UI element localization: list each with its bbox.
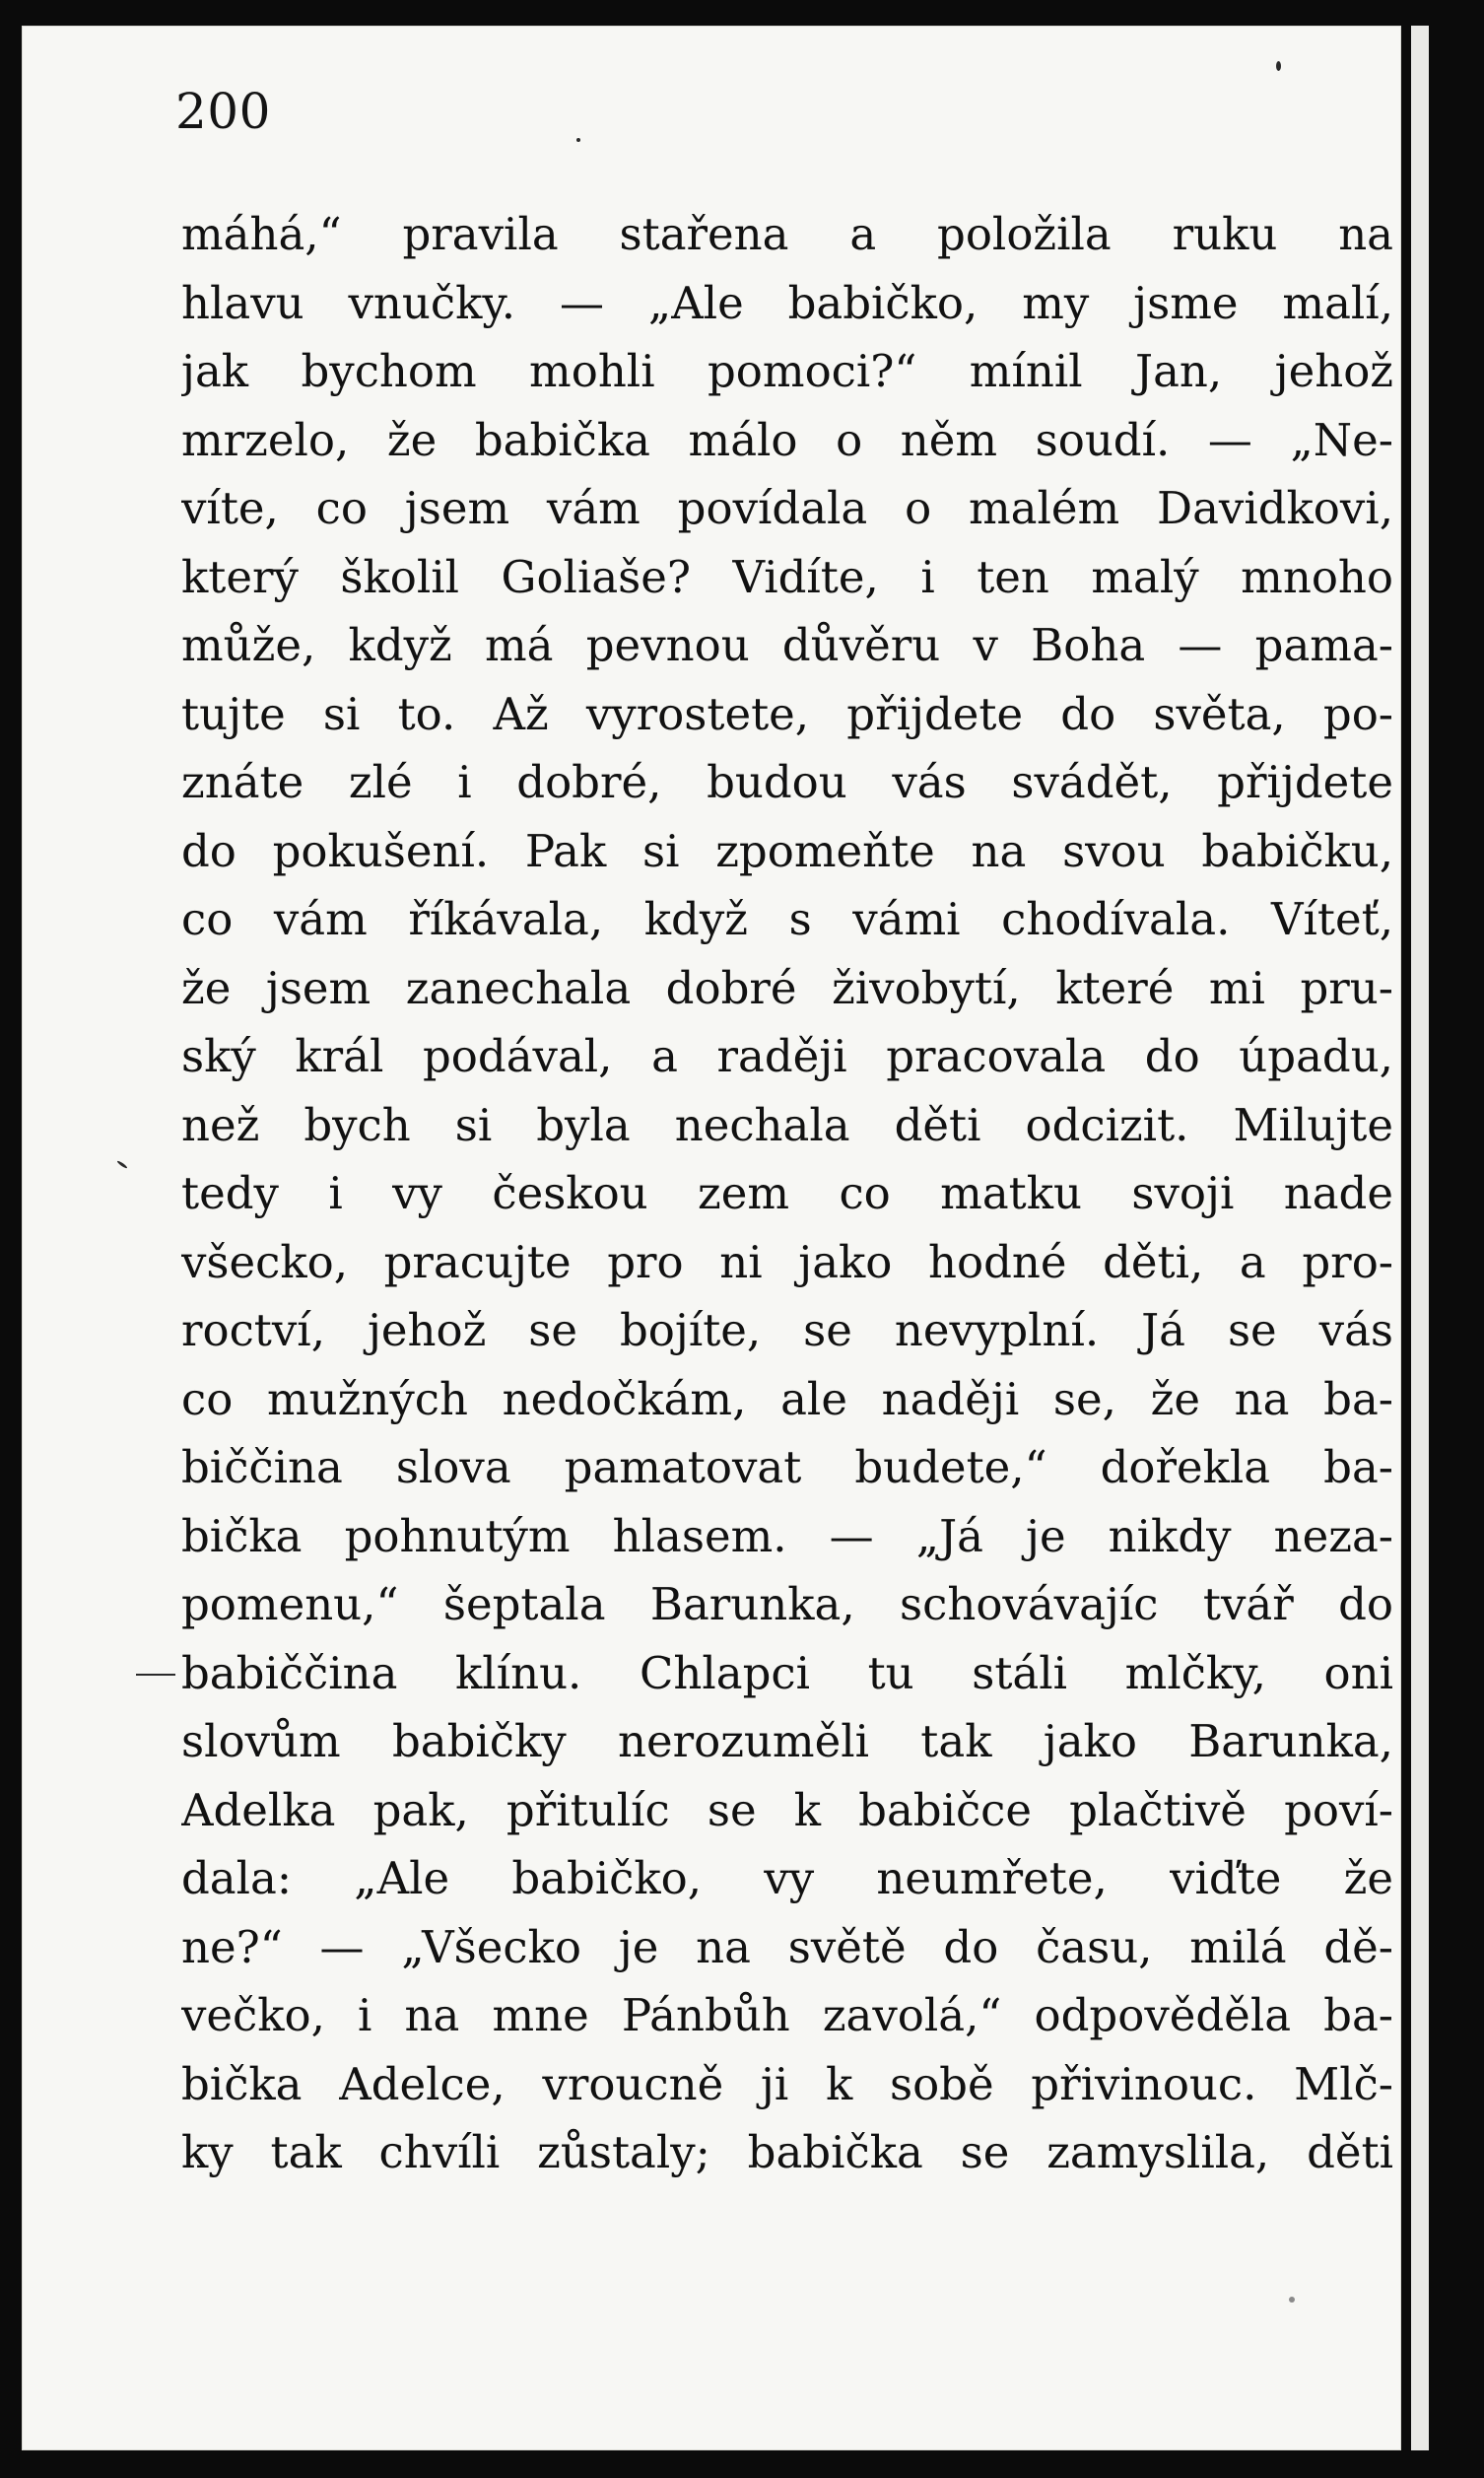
- text-line: bička pohnutým hlasem. — „Já je nikdy neza-: [181, 1509, 1393, 1562]
- text-line: znáte zlé i dobré, budou vás svádět, přijdete: [181, 756, 1393, 808]
- text-line: Adelka pak, přitulíc se k babičce plačtivě poví-: [181, 1783, 1393, 1836]
- text-line: ský král podával, a raději pracovala do úpadu,: [181, 1030, 1393, 1082]
- text-line: tujte si to. Až vyrostete, přijdete do světa, po-: [181, 687, 1393, 740]
- margin-speck: [576, 138, 580, 142]
- text-line: víte, co jsem vám povídala o malém Davidkovi,: [181, 482, 1393, 534]
- text-line: večko, i na mne Pánbůh zavolá,“ odpověděla ba-: [181, 1989, 1393, 2041]
- text-line: babiččina klínu. Chlapci tu stáli mlčky, oni: [181, 1646, 1393, 1699]
- text-line: ky tak chvíli zůstaly; babička se zamyslila, děti: [181, 2126, 1393, 2178]
- text-line: než bych si byla nechala děti odcizit. Milujte: [181, 1098, 1393, 1151]
- margin-speck: [1276, 61, 1281, 71]
- text-line: pomenu,“ šeptala Barunka, schovávajíc tvář do: [181, 1578, 1393, 1630]
- text-line: všecko, pracujte pro ni jako hodné děti, a pro-: [181, 1235, 1393, 1288]
- text-line: že jsem zanechala dobré živobytí, které mi pru-: [181, 961, 1393, 1014]
- text-line: mrzelo, že babička málo o něm soudí. — „Ne-: [181, 413, 1393, 466]
- text-line: roctví, jehož se bojíte, se nevyplní. Já se vás: [181, 1304, 1393, 1356]
- text-line: co vám říkávala, když s vámi chodívala. Víteť,: [181, 893, 1393, 945]
- page-body-text: [181, 200, 1393, 2187]
- text-line: slovům babičky nerozuměli tak jako Barunka,: [181, 1715, 1393, 1767]
- margin-speck: [1289, 2297, 1295, 2303]
- text-line: bička Adelce, vroucně ji k sobě přivinouc. Mlč-: [181, 2057, 1393, 2110]
- page-number: 200: [175, 83, 271, 140]
- text-line: co mužných nedočkám, ale naději se, že na ba-: [181, 1372, 1393, 1425]
- text-line: hlavu vnučky. — „Ale babičko, my jsme malí,: [181, 276, 1393, 329]
- page-edge: [1411, 26, 1429, 2450]
- text-line: který školil Goliaše? Vidíte, i ten malý mnoho: [181, 550, 1393, 603]
- text-line: jak bychom mohli pomoci?“ mínil Jan, jehož: [181, 345, 1393, 397]
- text-line: tedy i vy českou zem co matku svoji nade: [181, 1167, 1393, 1219]
- text-line: máhá,“ pravila stařena a položila ruku na: [181, 208, 1393, 260]
- text-line: může, když má pevnou důvěru v Boha — pama-: [181, 619, 1393, 671]
- text-line: biččina slova pamatovat budete,“ dořekla ba-: [181, 1441, 1393, 1493]
- text-line: dala: „Ale babičko, vy neumřete, viďte že: [181, 1852, 1393, 1904]
- text-line: do pokušení. Pak si zpomeňte na svou babičku,: [181, 824, 1393, 877]
- text-line: ne?“ — „Všecko je na světě do času, milá dě-: [181, 1920, 1393, 1973]
- margin-speck: [136, 1674, 175, 1676]
